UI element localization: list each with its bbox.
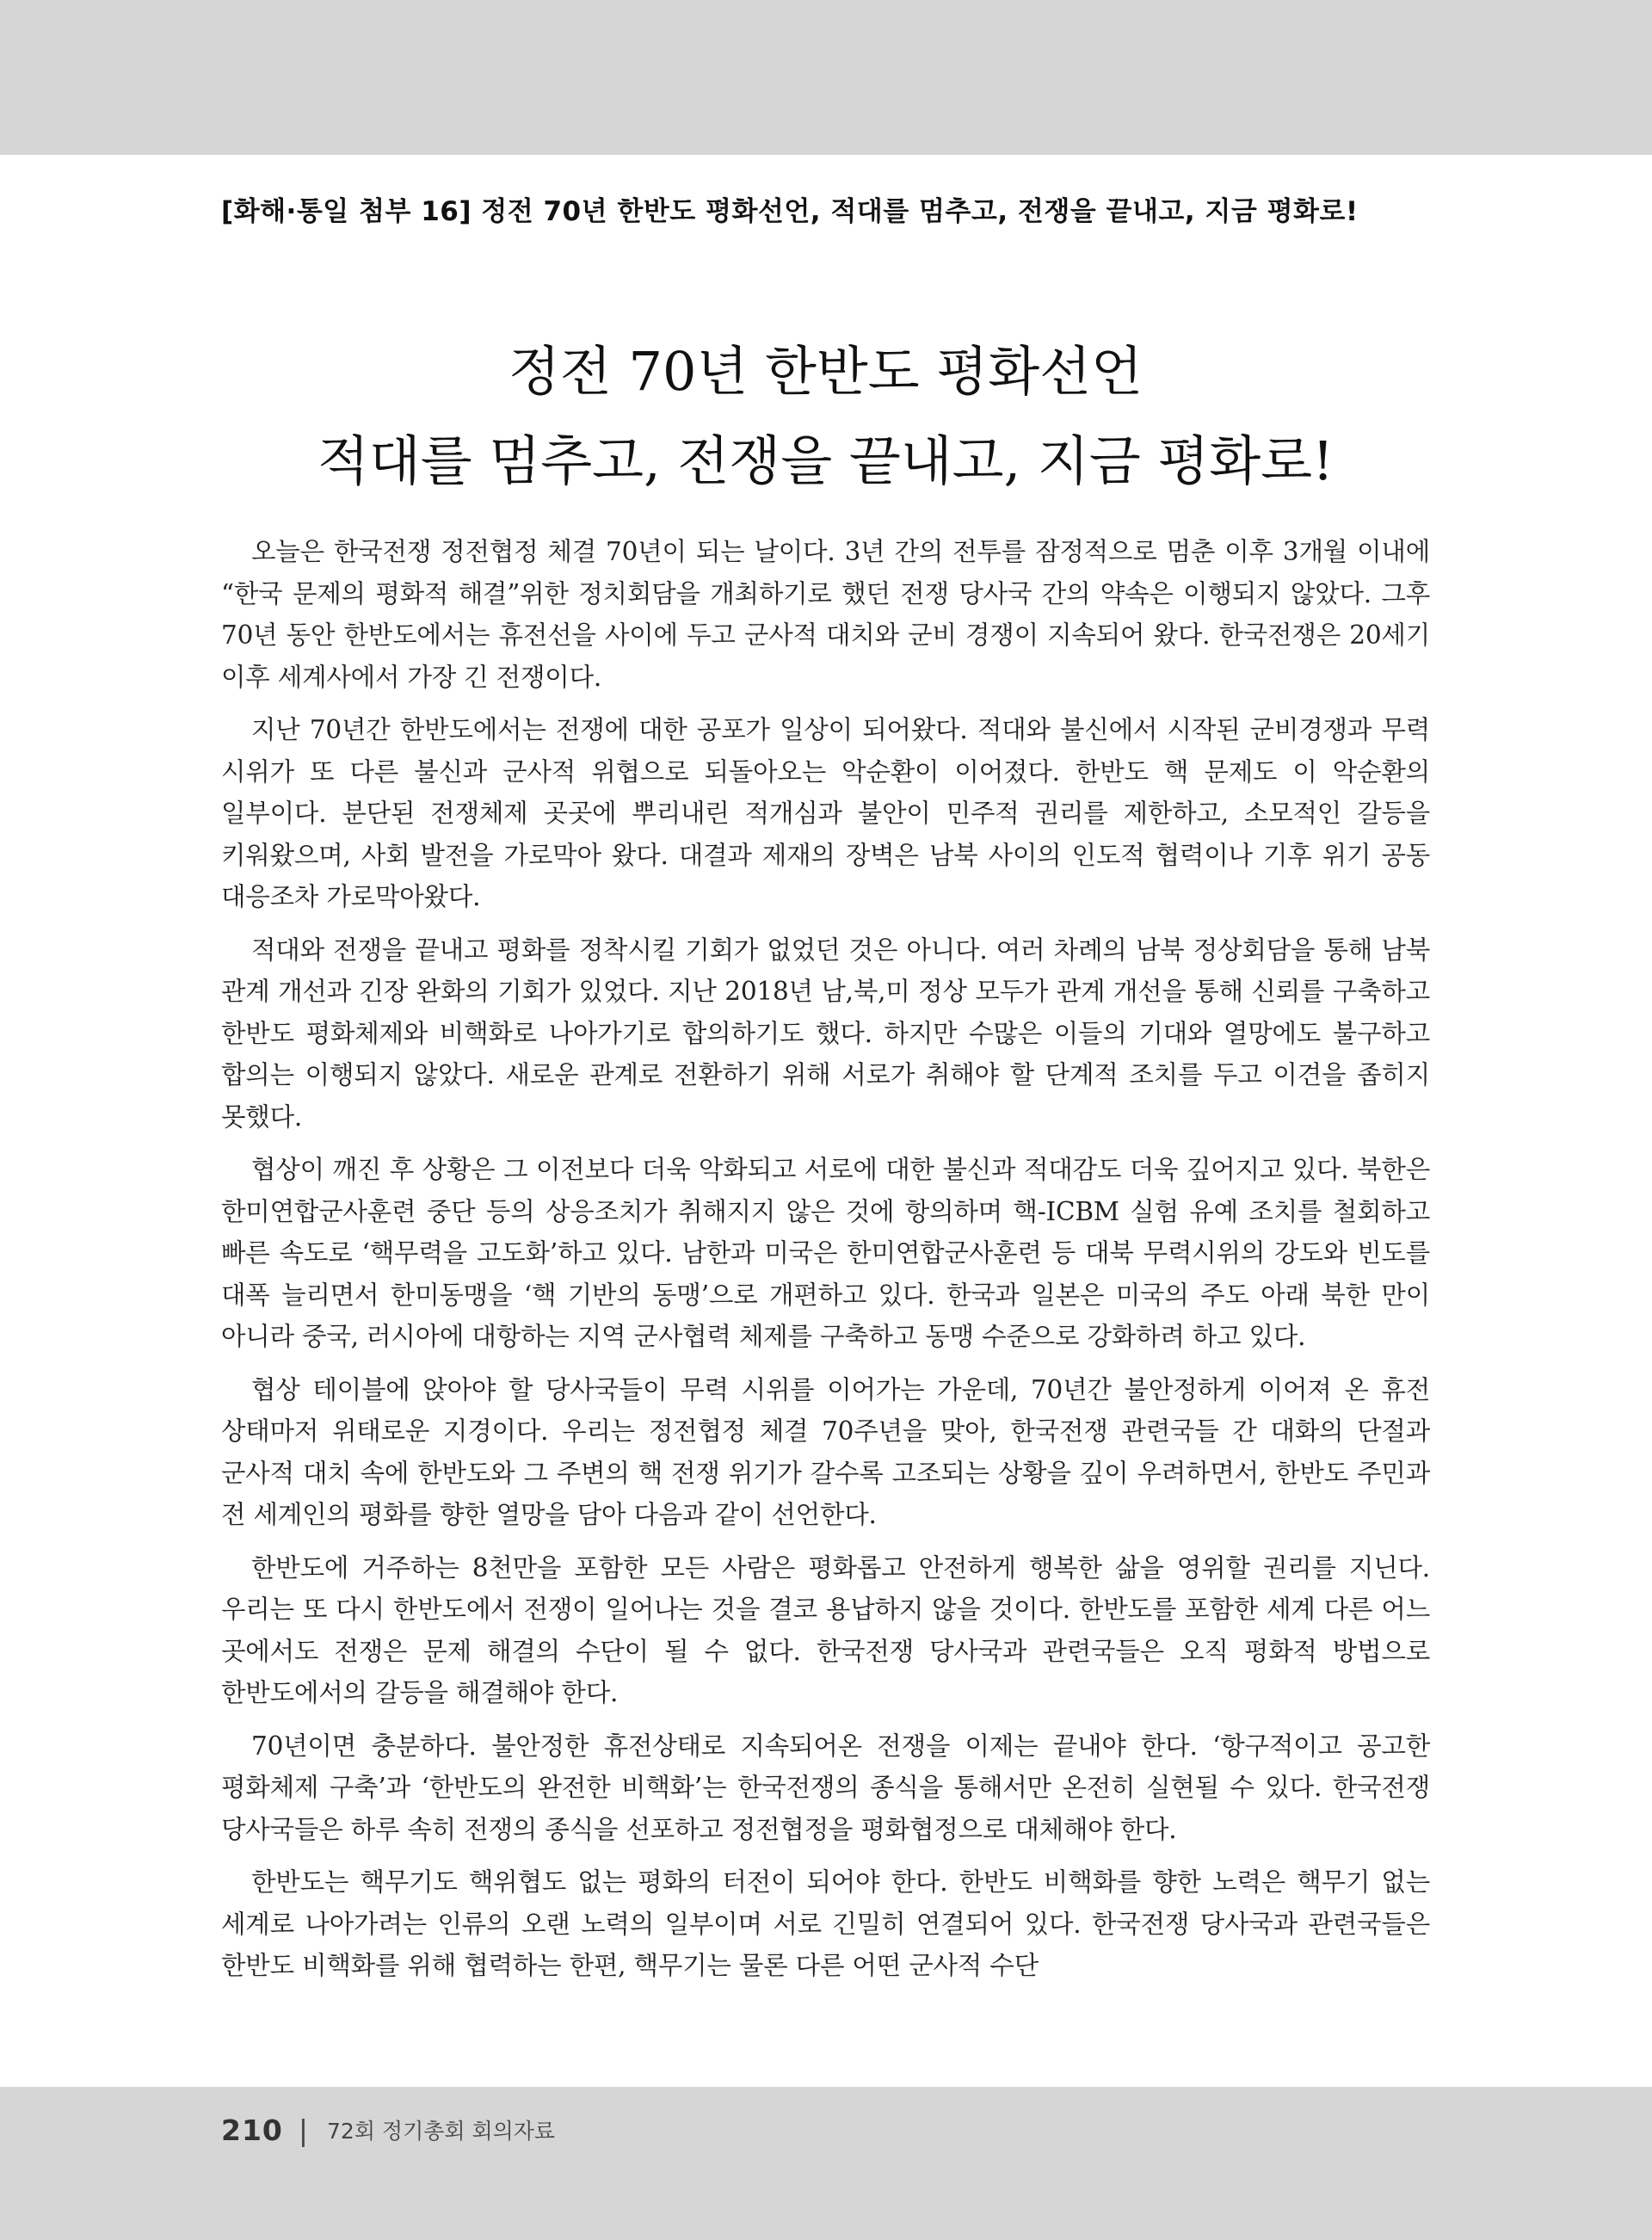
footer-document-title: 72회 정기총회 회의자료 [327,2119,556,2144]
paragraph: 70년이면 충분하다. 불안정한 휴전상태로 지속되어온 전쟁을 이제는 끝내야 한다. ‘항구적이고 공고한 평화체제 구축’과 ‘한반도의 완전한 비핵화’는 한국전쟁의 종식을 통해서만 온전히 실현될 수 있다. 한국전쟁 당사국들은 하루 속히 전쟁의 종식을 선포하고 정전협정을 평화협정으로 대체해야 한다. [221,1731,1430,1844]
paragraph: 적대와 전쟁을 끝내고 평화를 정착시킬 기회가 없었던 것은 아니다. 여러 차례의 남북 정상회담을 통해 남북 관계 개선과 긴장 완화의 기회가 있었다. 지난 2018년 남,북,미 정상 모두가 관계 개선을 통해 신뢰를 구축하고 한반도 평화체제와 비핵화로 나아가기로 합의하기도 했다. 하지만 수많은 이들의 기대와 열망에도 불구하고 합의는 이행되지 않았다. 새로운 관계로 전환하기 위해 서로가 취해야 할 단계적 조치를 두고 이견을 좁히지 못했다. [221,935,1430,1132]
paragraph: 한반도는 핵무기도 핵위협도 없는 평화의 터전이 되어야 한다. 한반도 비핵화를 향한 노력은 핵무기 없는 세계로 나아가려는 인류의 오랜 노력의 일부이며 서로 긴밀히 연결되어 있다. 한국전쟁 당사국과 관련국들은 한반도 비핵화를 위해 협력하는 한편, 핵무기는 물론 다른 어떤 군사적 수단 [221,1867,1430,1980]
declaration-body [221,531,1430,1998]
page-footer [221,2087,555,2173]
paragraph: 한반도에 거주하는 8천만을 포함한 모든 사람은 평화롭고 안전하게 행복한 삶을 영위할 권리를 지닌다. 우리는 또 다시 한반도에서 전쟁이 일어나는 것을 결코 용납하지 않을 것이다. 한반도를 포함한 세계 다른 어느 곳에서도 전쟁은 문제 해결의 수단이 될 수 없다. 한국전쟁 당사국과 관련국들은 오직 평화적 방법으로 한반도에서의 갈등을 해결해야 한다. [221,1552,1430,1707]
footer-separator: | [298,2113,309,2147]
declaration-title [221,327,1430,506]
paragraph: 오늘은 한국전쟁 정전협정 체결 70년이 되는 날이다. 3년 간의 전투를 잠정적으로 멈춘 이후 3개월 이내에 “한국 문제의 평화적 해결”위한 정치회담을 개최하기로 했던 전쟁 당사국 간의 약속은 이행되지 않았다. 그후 70년 동안 한반도에서는 휴전선을 사이에 두고 군사적 대치와 군비 경쟁이 지속되어 왔다. 한국전쟁은 20세기 이후 세계사에서 가장 긴 전쟁이다. [221,537,1430,692]
title-line-1: 정전 70년 한반도 평화선언 [509,340,1143,403]
top-margin-band [0,0,1652,155]
paragraph: 협상이 깨진 후 상황은 그 이전보다 더욱 악화되고 서로에 대한 불신과 적대감도 더욱 깊어지고 있다. 북한은 한미연합군사훈련 중단 등의 상응조치가 취해지지 않은 것에 항의하며 핵-ICBM 실험 유예 조치를 철회하고 빠른 속도로 ‘핵무력을 고도화’하고 있다. 남한과 미국은 한미연합군사훈련 등 대북 무력시위의 강도와 빈도를 대폭 늘리면서 한미동맹을 ‘핵 기반의 동맹’으로 개편하고 있다. 한국과 일본은 미국의 주도 아래 북한 만이 아니라 중국, 러시아에 대항하는 지역 군사협력 체제를 구축하고 동맹 수준으로 강화하려 하고 있다. [221,1155,1430,1351]
attachment-header: [화해·통일 첨부 16] 정전 70년 한반도 평화선언, 적대를 멈추고, 전쟁을 끝내고, 지금 평화로! [221,196,1359,227]
page-number: 210 [221,2113,283,2147]
paragraph: 지난 70년간 한반도에서는 전쟁에 대한 공포가 일상이 되어왔다. 적대와 불신에서 시작된 군비경쟁과 무력 시위가 또 다른 불신과 군사적 위협으로 되돌아오는 악순환이 이어졌다. 한반도 핵 문제도 이 악순환의 일부이다. 분단된 전쟁체제 곳곳에 뿌리내린 적개심과 불안이 민주적 권리를 제한하고, 소모적인 갈등을 키워왔으며, 사회 발전을 가로막아 왔다. 대결과 제재의 장벽은 남북 사이의 인도적 협력이나 기후 위기 공동 대응조차 가로막아왔다. [221,715,1430,911]
title-line-2: 적대를 멈추고, 전쟁을 끝내고, 지금 평화로! [317,429,1335,492]
paragraph: 협상 테이블에 앉아야 할 당사국들이 무력 시위를 이어가는 가운데, 70년간 불안정하게 이어져 온 휴전 상태마저 위태로운 지경이다. 우리는 정전협정 체결 70주년을 맞아, 한국전쟁 관련국들 간 대화의 단절과 군사적 대치 속에 한반도와 그 주변의 핵 전쟁 위기가 갈수록 고조되는 상황을 깊이 우려하면서, 한반도 주민과 전 세계인의 평화를 향한 열망을 담아 다음과 같이 선언한다. [221,1374,1430,1529]
